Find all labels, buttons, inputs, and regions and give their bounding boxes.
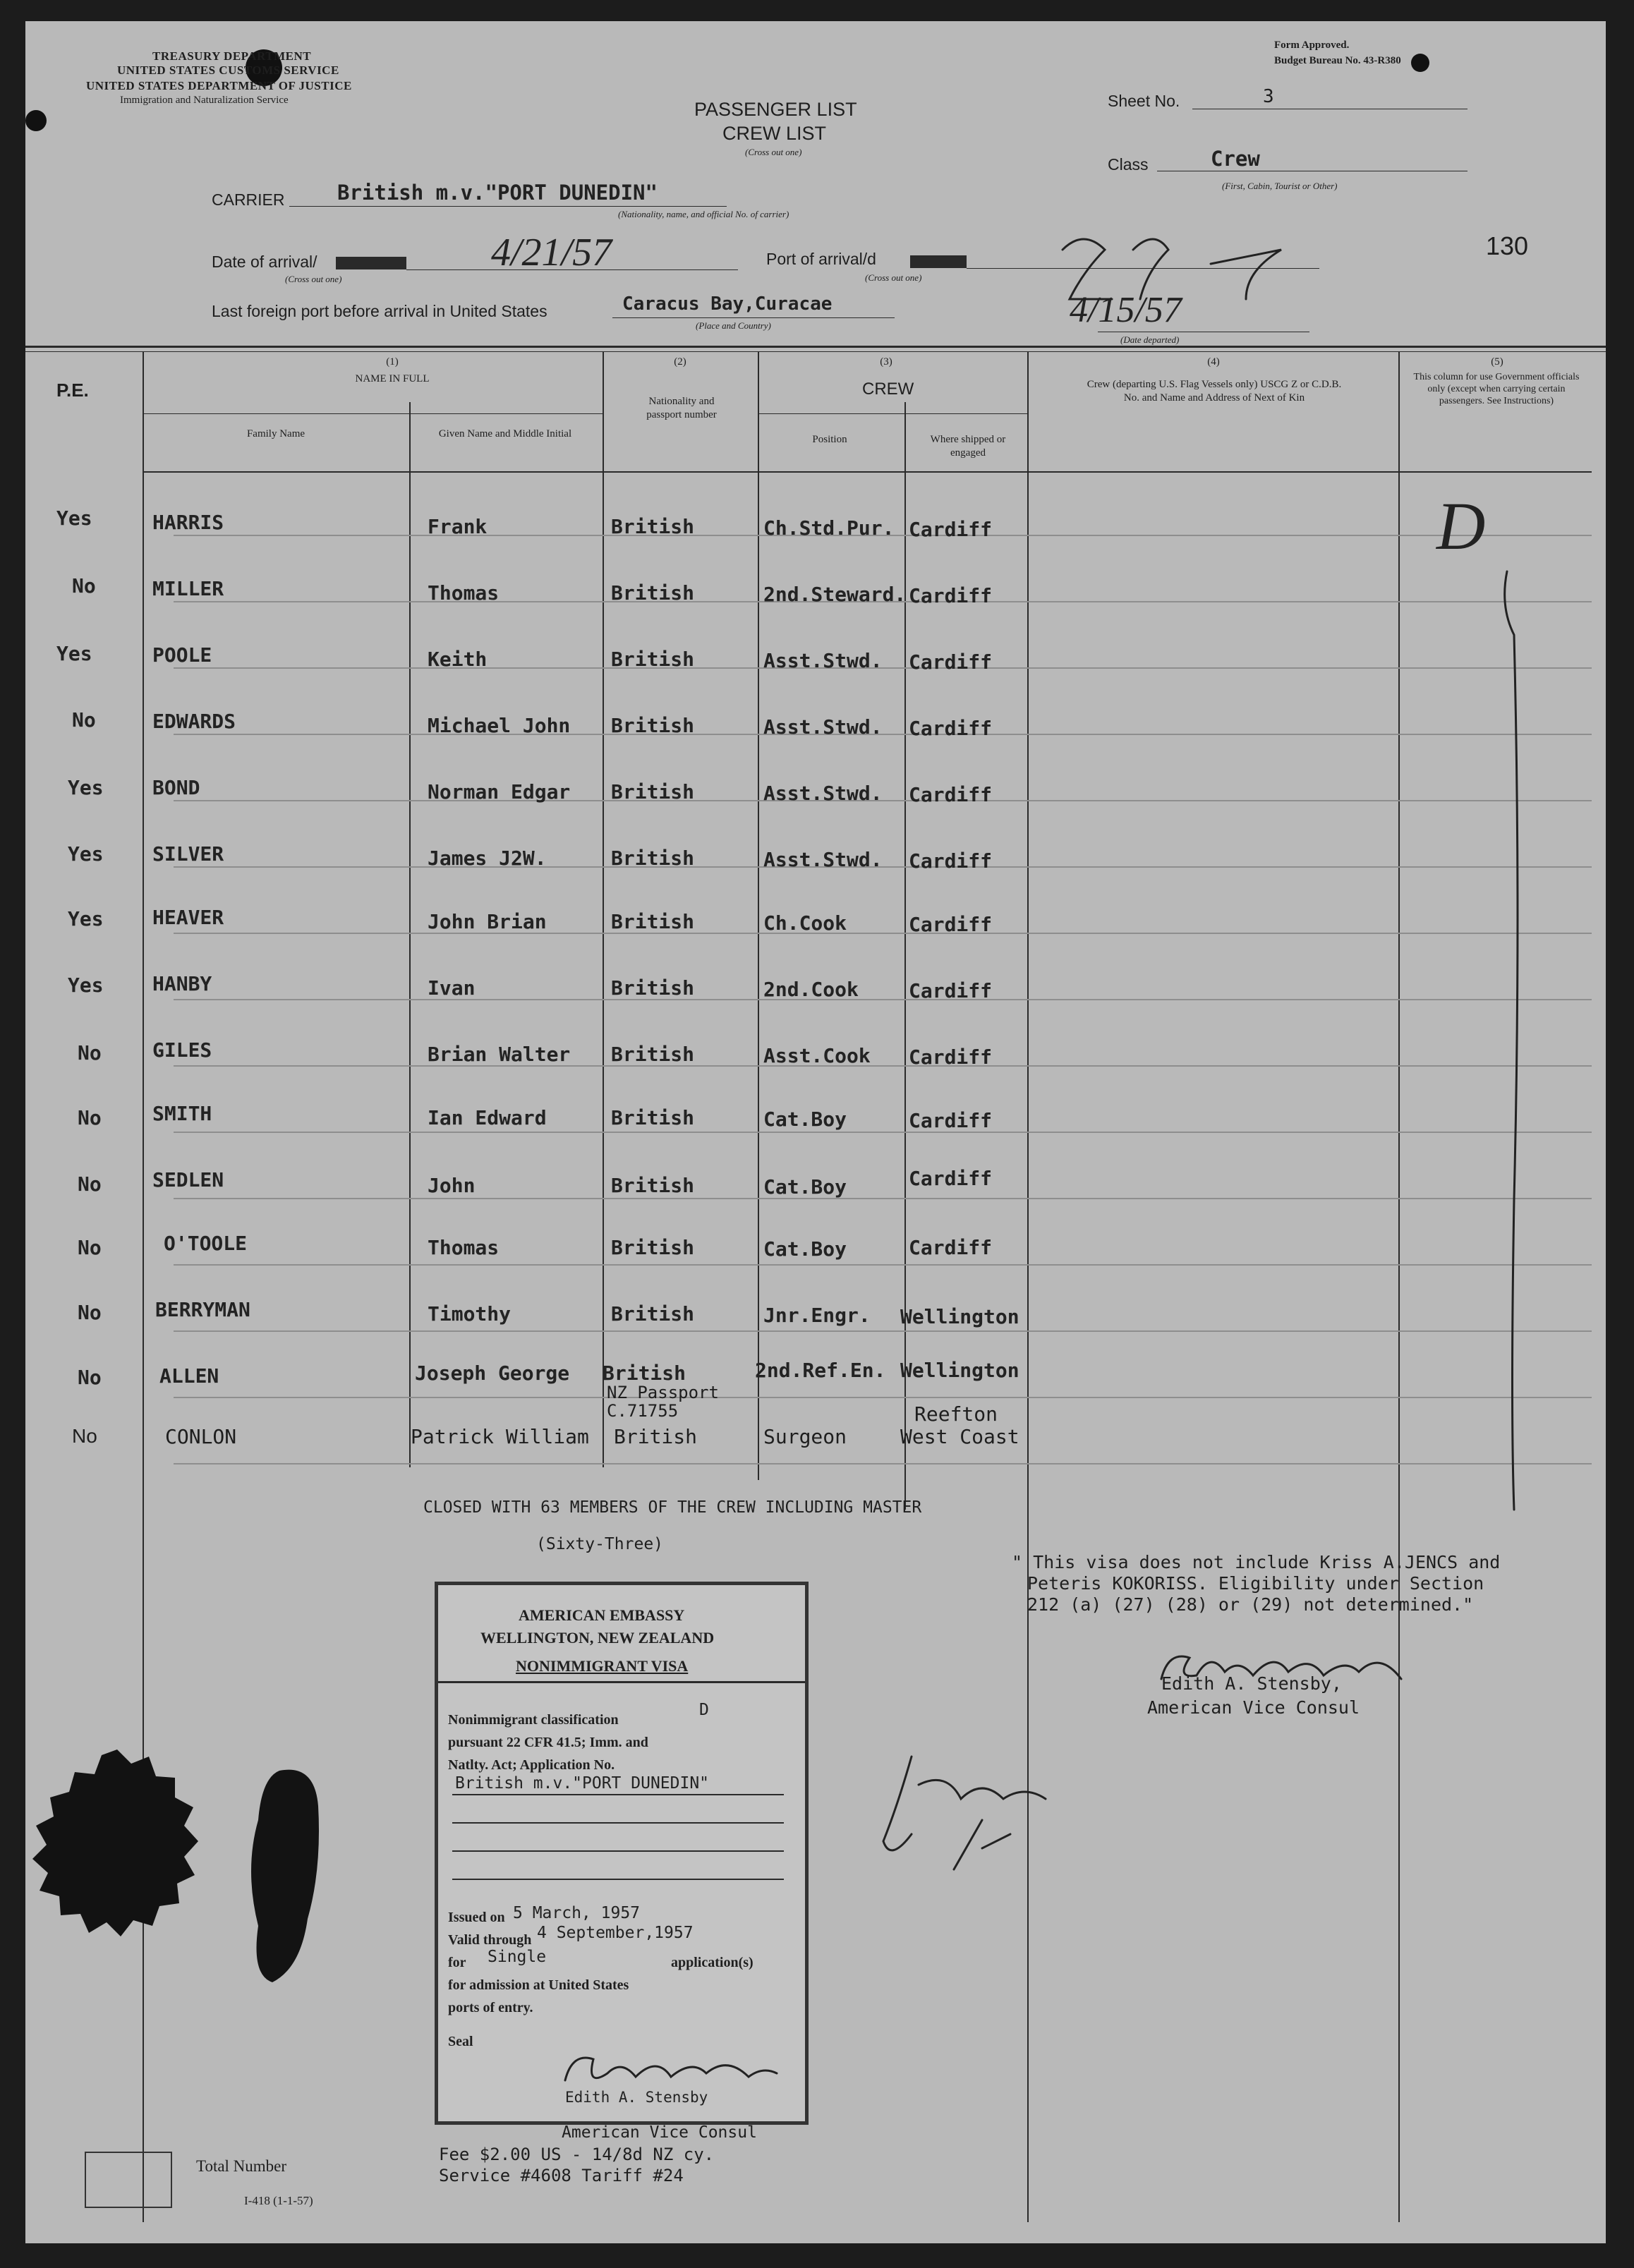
title-passenger-list: PASSENGER LIST: [694, 99, 857, 120]
stamp-valid-label: Valid through: [448, 1932, 532, 1948]
carrier-value: British m.v."PORT DUNEDIN": [337, 181, 658, 205]
row-pe: No: [78, 1172, 102, 1196]
last-port-note: (Place and Country): [696, 320, 771, 331]
remark-signer-title: American Vice Consul: [1147, 1697, 1360, 1718]
punch-hole: [25, 110, 47, 131]
stamp-class-label: Nonimmigrant classification: [448, 1712, 619, 1728]
fee: Fee $2.00 US - 14/8d NZ cy.: [439, 2145, 715, 2164]
row-passport-number: C.71755: [607, 1401, 679, 1421]
row-shipped: Wellington: [900, 1359, 1019, 1382]
sheet-label: Sheet No.: [1108, 92, 1180, 110]
row-family: BERRYMAN: [155, 1298, 250, 1321]
closing-count-words: (Sixty-Three): [536, 1535, 664, 1553]
dept-treasury: TREASURY DEPARTMENT: [152, 49, 312, 63]
stamp-vessel: British m.v."PORT DUNEDIN": [455, 1774, 710, 1793]
stamp-ports: ports of entry.: [448, 2000, 533, 2015]
row-nationality: British: [611, 1106, 695, 1129]
row-position: Asst.Stwd.: [763, 782, 883, 805]
row-family: SILVER: [152, 842, 224, 866]
date-departed-handwritten: 4/15/57: [1070, 290, 1182, 330]
row-position: Asst.Stwd.: [763, 715, 883, 739]
row-shipped: Cardiff: [909, 518, 993, 541]
row-pe: No: [78, 1301, 102, 1324]
col-position: Position: [812, 434, 847, 445]
stamp-issued-value: 5 March, 1957: [513, 1904, 641, 1922]
row-shipped: Cardiff: [909, 913, 993, 936]
stamp-signer-title: American Vice Consul: [562, 2123, 757, 2142]
row-nationality: British: [611, 581, 695, 605]
row-pe: Yes: [68, 907, 104, 930]
row-given: Joseph George: [415, 1362, 570, 1385]
row-pe: No: [78, 1366, 102, 1389]
row-shipped: Cardiff: [909, 1236, 993, 1259]
handwritten-initials: [869, 1742, 1095, 1884]
carrier-label: CARRIER: [212, 190, 285, 209]
closing-statement: CLOSED WITH 63 MEMBERS OF THE CREW INCLUDING MASTER: [423, 1498, 922, 1517]
row-shipped: Cardiff: [909, 849, 993, 873]
stamp-applications: application(s): [671, 1955, 754, 1970]
row-family: MILLER: [152, 577, 224, 600]
row-given: Thomas: [428, 1236, 500, 1259]
title-note: (Cross out one): [745, 147, 802, 157]
row-shipped: Cardiff: [909, 584, 993, 607]
row-position: Ch.Std.Pur.: [763, 516, 895, 540]
page-number: 130: [1486, 231, 1529, 260]
remark-line-2: Peteris KOKORISS. Eligibility under Section: [1027, 1573, 1484, 1594]
col-family-name: Family Name: [246, 428, 305, 439]
row-shipped: Cardiff: [909, 650, 993, 674]
redaction-block: [336, 257, 406, 269]
stamp-signature: [558, 2045, 784, 2094]
class-note: (First, Cabin, Tourist or Other): [1222, 181, 1338, 191]
row-given: Brian Walter: [428, 1043, 571, 1066]
row-position: Ch.Cook: [763, 911, 847, 935]
row-shipped: Wellington: [900, 1305, 1019, 1328]
col1-title: NAME IN FULL: [355, 373, 430, 384]
row-pe: No: [72, 574, 96, 598]
row-family: GILES: [152, 1038, 212, 1062]
col-divider-nationality: [603, 351, 604, 1467]
row-nationality: British: [611, 714, 695, 737]
row-position: Cat.Boy: [763, 1175, 847, 1199]
col2-number: (2): [674, 356, 686, 368]
form-approved: Form Approved.: [1274, 40, 1350, 51]
stamp-class-value: D: [699, 1701, 709, 1719]
row-pe: Yes: [56, 507, 92, 530]
row-family: HANBY: [152, 972, 212, 995]
stamp-embassy: AMERICAN EMBASSY: [519, 1606, 685, 1624]
row-given: John Brian: [428, 910, 547, 933]
stamp-for-label: for: [448, 1955, 466, 1970]
row-shipped-town: Reefton: [914, 1402, 998, 1426]
col4-number: (4): [1207, 356, 1220, 368]
row-given: Ian Edward: [428, 1106, 547, 1129]
row-family: SEDLEN: [152, 1168, 224, 1191]
stamp-admission: for admission at United States: [448, 1977, 629, 1993]
row-position: Jnr.Engr.: [763, 1304, 871, 1327]
row-position: Asst.Cook: [763, 1044, 871, 1067]
class-value: Crew: [1211, 147, 1260, 171]
row-shipped-region: West Coast: [900, 1425, 1019, 1448]
row-shipped: Cardiff: [909, 1045, 993, 1069]
row-nationality: British: [611, 1236, 695, 1259]
redaction-block: [910, 255, 967, 268]
remark-line-3: 212 (a) (27) (28) or (29) not determined.": [1027, 1594, 1474, 1615]
seal-ribbon: [237, 1764, 336, 1989]
arrival-label: Date of arrival/: [212, 253, 317, 271]
port-of-arrival-handwritten-mark: [1055, 222, 1309, 306]
row-given: Patrick William: [411, 1425, 589, 1448]
stamp-visa-type: NONIMMIGRANT VISA: [516, 1657, 689, 1675]
col-divider-kin: [1027, 351, 1029, 2222]
carrier-note: (Nationality, name, and official No. of carrier): [618, 209, 789, 219]
column5-handwritten-mark: D: [1436, 488, 1486, 564]
stamp-natlty: Natlty. Act; Application No.: [448, 1757, 615, 1773]
row-nationality: British: [611, 780, 695, 803]
punch-hole: [1411, 54, 1429, 72]
row-pe: No: [72, 1425, 97, 1447]
col-given-name: Given Name and Middle Initial: [438, 428, 572, 439]
row-position: Surgeon: [763, 1425, 847, 1448]
row-nationality: British: [611, 515, 695, 538]
row-given: Ivan: [428, 976, 476, 1000]
col4-title: Crew (departing U.S. Flag Vessels only) USCG Z or C.D.B. No. and Name and Address of Next of Kin: [1087, 379, 1342, 404]
total-number-box: [85, 2152, 172, 2208]
row-position: Asst.Stwd.: [763, 649, 883, 672]
col-divider-govt: [1398, 351, 1400, 2222]
row-family: SMITH: [152, 1102, 212, 1125]
arrival-note: (Cross out one): [285, 274, 342, 284]
date-departed-note: (Date departed): [1120, 334, 1180, 345]
col3-title: CREW: [862, 380, 914, 399]
visa-stamp: [435, 1582, 809, 2125]
row-passport-label: NZ Passport: [607, 1383, 719, 1402]
table-top-rule: [25, 346, 1606, 348]
row-position: 2nd.Ref.En.: [755, 1359, 886, 1382]
row-nationality: British: [611, 976, 695, 1000]
remark-signer: Edith A. Stensby,: [1161, 1673, 1342, 1694]
column5-vertical-stroke: [1493, 564, 1535, 1517]
budget-bureau: Budget Bureau No. 43-R380: [1274, 55, 1401, 66]
row-family: HARRIS: [152, 511, 224, 534]
col-where-shipped: Where shipped or engaged: [930, 434, 1006, 459]
row-given: Timothy: [428, 1302, 512, 1326]
row-given: Frank: [428, 515, 488, 538]
row-pe: Yes: [68, 974, 104, 997]
row-position: 2nd.Cook: [763, 978, 859, 1001]
row-given: James J2W.: [428, 847, 547, 870]
row-family: O'TOOLE: [164, 1232, 248, 1255]
last-port-label: Last foreign port before arrival in United States: [212, 302, 547, 320]
row-nationality: British: [611, 1174, 695, 1197]
row-shipped: Cardiff: [909, 979, 993, 1002]
stamp-location: WELLINGTON, NEW ZEALAND: [480, 1629, 715, 1647]
row-nationality: British: [611, 910, 695, 933]
remark-line-1: " This visa does not include Kriss A.JENCS and: [1012, 1552, 1501, 1572]
row-shipped: Cardiff: [909, 1167, 993, 1190]
row-pe: No: [72, 708, 96, 732]
last-port-value: Caracus Bay,Curacae: [622, 293, 833, 315]
row-pe: Yes: [68, 776, 104, 799]
table-header-rule: [143, 471, 1592, 473]
row-nationality: British: [614, 1425, 698, 1448]
row-nationality: British: [611, 1302, 695, 1326]
row-position: Asst.Stwd.: [763, 848, 883, 871]
row-position: Cat.Boy: [763, 1237, 847, 1261]
row-pe: No: [78, 1236, 102, 1259]
row-family: ALLEN: [159, 1364, 219, 1388]
row-family: CONLON: [165, 1425, 237, 1448]
class-label: Class: [1108, 155, 1149, 174]
stamp-for-value: Single: [488, 1948, 547, 1966]
col3-number: (3): [880, 356, 892, 368]
row-given: Norman Edgar: [428, 780, 571, 803]
row-given: Keith: [428, 648, 488, 671]
stamp-issued-label: Issued on: [448, 1910, 505, 1925]
col5-title: This column for use Government officials only (except when carrying certain passengers. See Instructions): [1413, 372, 1580, 406]
row-family: BOND: [152, 776, 200, 799]
row-nationality: British: [611, 847, 695, 870]
col5-number: (5): [1491, 356, 1503, 368]
title-crew-list: CREW LIST: [722, 123, 827, 144]
row-shipped: Cardiff: [909, 1109, 993, 1132]
form-id: I-418 (1-1-57): [244, 2194, 313, 2207]
stamp-signer: Edith A. Stensby: [565, 2089, 708, 2106]
row-given: Thomas: [428, 581, 500, 605]
port-note: (Cross out one): [865, 272, 922, 283]
row-given: Michael John: [428, 714, 571, 737]
row-shipped: Cardiff: [909, 783, 993, 806]
dept-customs: UNITED STATES CUSTOMS SERVICE: [117, 63, 339, 77]
row-nationality: British: [611, 1043, 695, 1066]
col1-number: (1): [386, 356, 399, 368]
row-family: EDWARDS: [152, 710, 236, 733]
row-pe: No: [78, 1106, 102, 1129]
dept-justice: UNITED STATES DEPARTMENT OF JUSTICE: [86, 79, 352, 92]
service-tariff: Service #4608 Tariff #24: [439, 2166, 684, 2185]
row-family: HEAVER: [152, 906, 224, 929]
row-given: John: [428, 1174, 476, 1197]
row-nationality: British: [611, 648, 695, 671]
stamp-seal-label: Seal: [448, 2034, 473, 2049]
col2-title: Nationality and passport number: [646, 396, 717, 420]
row-position: 2nd.Steward.: [763, 583, 907, 606]
row-pe: Yes: [68, 842, 104, 866]
embossed-seal: [25, 1742, 209, 1975]
row-pe: Yes: [56, 642, 92, 665]
port-label: Port of arrival/d: [766, 250, 876, 268]
row-nationality: British: [603, 1362, 686, 1385]
dept-immigration: Immigration and Naturalization Service: [120, 95, 289, 106]
arrival-date-handwritten: 4/21/57: [491, 231, 612, 274]
crew-list-form: [25, 21, 1606, 2243]
row-position: Cat.Boy: [763, 1108, 847, 1131]
stamp-pursuant: pursuant 22 CFR 41.5; Imm. and: [448, 1735, 648, 1750]
row-shipped: Cardiff: [909, 717, 993, 740]
total-number-label: Total Number: [196, 2157, 287, 2175]
col-pe: P.E.: [56, 380, 89, 401]
sheet-number: 3: [1263, 86, 1274, 107]
row-family: POOLE: [152, 643, 212, 667]
row-pe: No: [78, 1041, 102, 1065]
stamp-valid-value: 4 September,1957: [537, 1924, 694, 1942]
